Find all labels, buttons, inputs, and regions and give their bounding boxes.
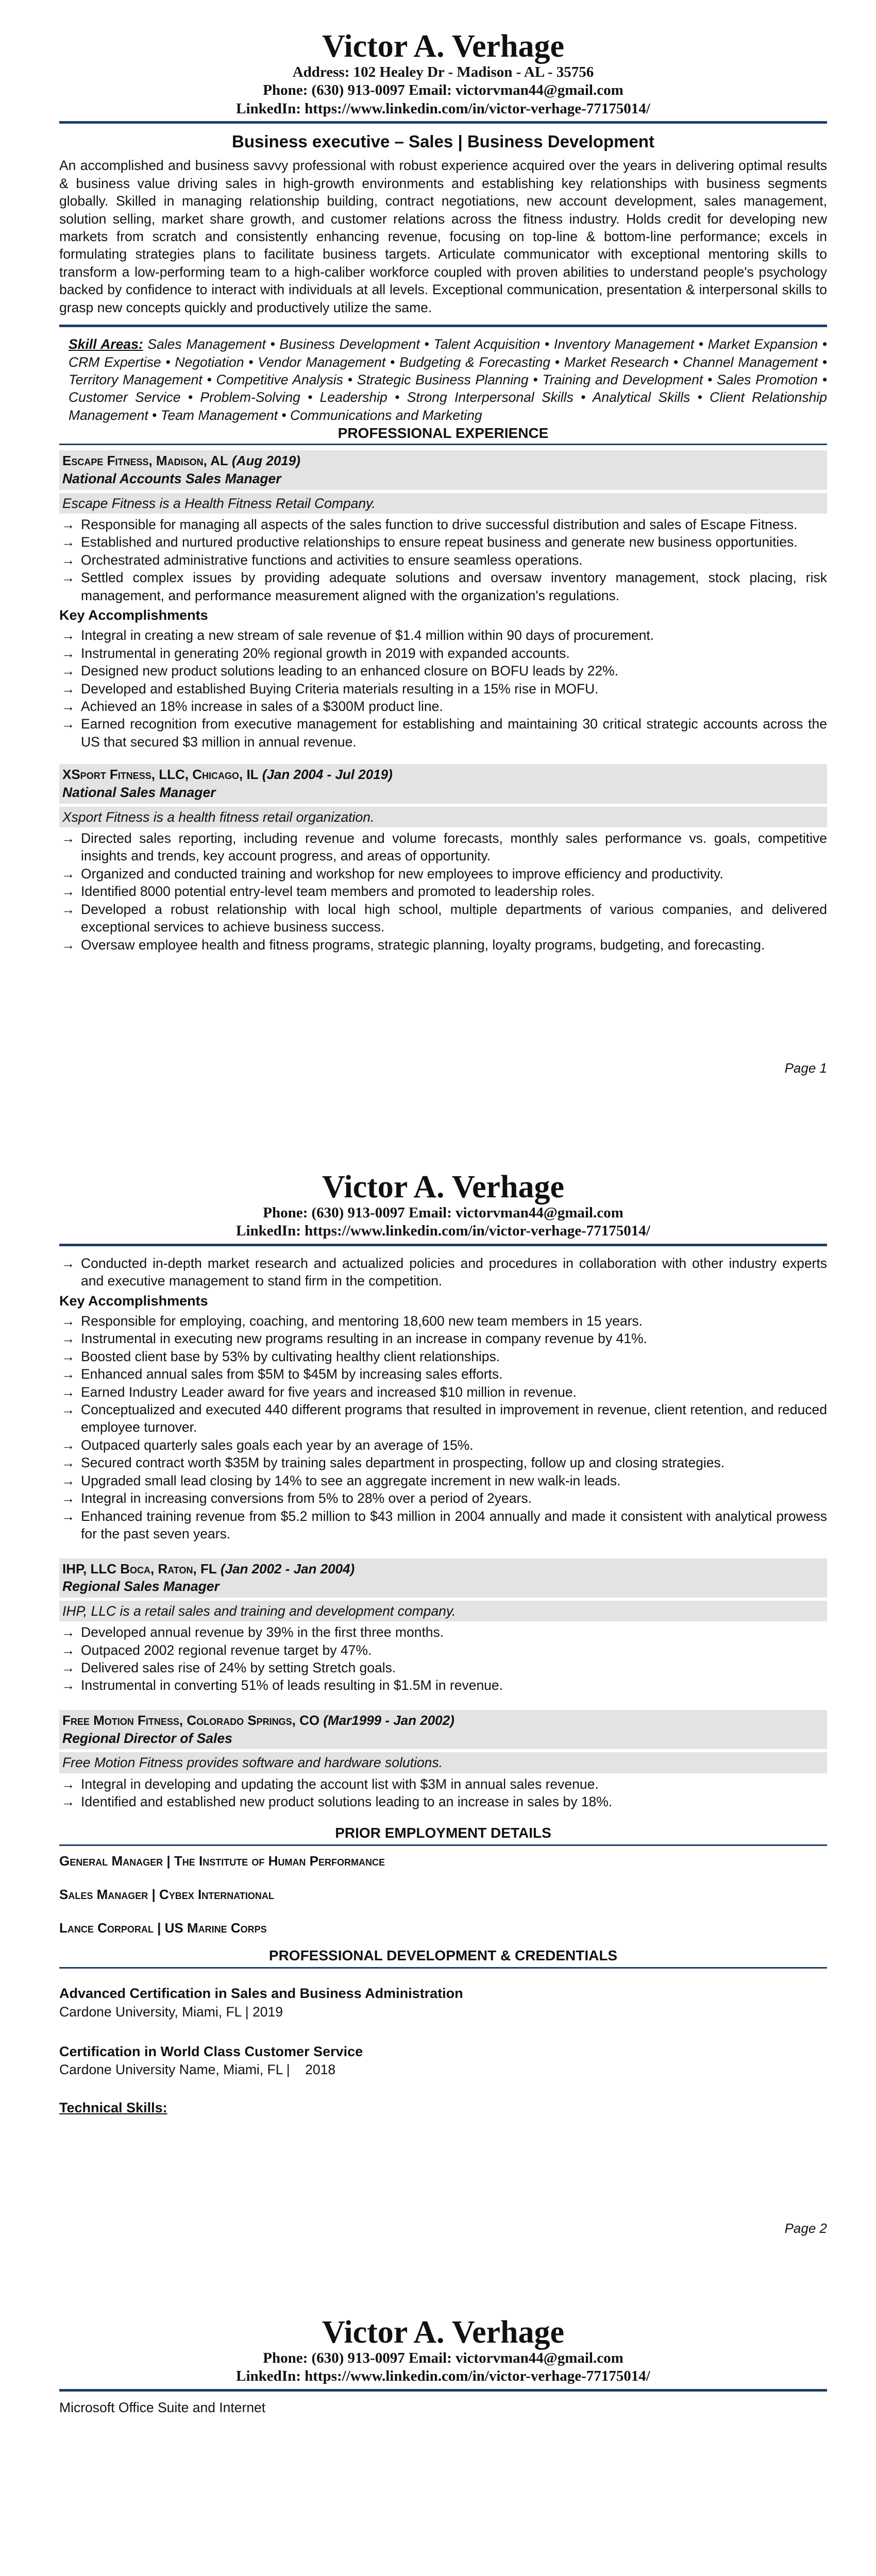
credential-detail: Cardone University Name, Miami, FL | 2018 [59,2062,336,2078]
arrow-icon: → [61,628,75,643]
company-name: IHP, LLC Boca, Raton, FL [62,1561,217,1577]
list-item: → Orchestrated administrative functions and activities to ensure seamless operations. [59,551,827,569]
list-item: → Oversaw employee health and fitness programs, strategic planning, loyalty programs, budgeting, and forecasting. [59,936,827,954]
header-divider [59,1244,827,1246]
job-header-ihp [59,1558,827,1598]
duties-list [59,829,827,954]
header-divider [59,121,827,124]
list-item: Sales Manager | Cybex International [59,1887,274,1903]
list-item: → Established and nurtured productive relationships to ensure repeat business and generate new business opportunities. [59,533,827,551]
section-title-prior-employment: PRIOR EMPLOYMENT DETAILS [335,1825,551,1841]
arrow-icon: → [61,1255,75,1271]
company-name: XSport Fitness, LLC, Chicago, IL [62,767,259,783]
address-line: Address: 102 Healey Dr - Madison - AL - 35756 [292,64,594,81]
arrow-icon: → [61,681,75,697]
section-divider [59,444,827,445]
arrow-icon: → [61,1490,75,1506]
skill-areas-label: Skill Areas: [69,336,143,352]
header-divider [59,2389,827,2392]
company-name: Escape Fitness, Madison, AL [62,453,228,469]
section-title-credentials: PROFESSIONAL DEVELOPMENT & CREDENTIALS [268,1947,618,1964]
candidate-name: Victor A. Verhage [322,2315,565,2350]
skill-areas-list: Sales Management • Business Development • Talent Acquisition • Inventory Management • Market Expansion • CRM Expertise • Negotiation • Vendor Management • Budgeting & Forecasting • Market Research • Channel Management • Territory Management • Competitive Analysis • Strategic Business Planning • Training and Development • Sales Promotion • Customer Service • Problem-Solving • Leadership • Strong Interpersonal Skills • Analytical Skills • Client Relationship Management • Team Management • Communications and Marketing [69,336,827,423]
credential-title: Certification in World Class Customer Service [59,2043,363,2059]
job-dates: (Jan 2002 - Jan 2004) [220,1561,355,1577]
arrow-icon: → [61,831,75,846]
contact-line: Phone: (630) 913-0097 Email: victorvman44@gmail.com [263,1205,624,1222]
arrow-icon: → [61,1455,75,1471]
company-description: IHP, LLC is a retail sales and training and development company. [59,1601,827,1621]
company-description: Free Motion Fitness provides software and hardware solutions. [59,1752,827,1773]
list-item: → Directed sales reporting, including revenue and volume forecasts, monthly sales performance vs. goals, competitive insights and trends, key account progress, and areas of opportunity. [61,831,827,864]
arrow-icon: → [61,1384,75,1400]
accomplishments-list [59,626,827,751]
candidate-name: Victor A. Verhage [322,29,565,64]
arrow-icon: → [61,884,75,900]
credential-detail: Cardone University, Miami, FL | 2019 [59,2004,283,2020]
list-item: → Enhanced annual sales from $5M to $45M by increasing sales efforts. [59,1365,827,1383]
list-item: → Developed a robust relationship with local high school, multiple departments of various companies, and delivered exceptional services to achieve business success. [61,901,827,935]
job-header-free-motion-fitness [59,1710,827,1749]
arrow-icon: → [61,937,75,953]
arrow-icon: → [61,1366,75,1382]
list-item: → Delivered sales rise of 24% by setting Stretch goals. [59,1659,827,1676]
arrow-icon: → [61,1624,75,1640]
duties-list [59,516,827,604]
list-item: → Responsible for employing, coaching, and mentoring 18,600 new team members in 15 years. [59,1312,827,1330]
list-item: General Manager | The Institute of Human Performance [59,1853,385,1869]
arrow-icon: → [61,1313,75,1329]
credentials-list [59,1984,827,2079]
company-description: Escape Fitness is a Health Fitness Retail Company. [59,493,827,514]
list-item: → Designed new product solutions leading to an enhanced closure on BOFU leads by 22%. [59,662,827,680]
arrow-icon: → [61,1402,75,1417]
page-1 [0,0,876,1133]
technical-skills-heading: Technical Skills: [59,2099,167,2115]
list-item: → Integral in developing and updating the account list with $3M in annual sales revenue. [59,1775,827,1793]
arrow-icon: → [61,517,75,533]
section-divider [59,1967,827,1969]
arrow-icon: → [61,552,75,568]
list-item: → Conducted in-depth market research and actualized policies and procedures in collaboration with other industry experts and executive management to stand firm in the competition. [61,1255,827,1289]
list-item: → Settled complex issues by providing adequate solutions and oversaw inventory management, stock placing, risk management, and performance measurement aligned with the organization's regulations. [61,570,827,603]
job-title: Regional Director of Sales [62,1730,232,1746]
arrow-icon: → [61,1437,75,1453]
list-item: → Achieved an 18% increase in sales of a $300M product line. [59,698,827,715]
list-item: → Outpaced quarterly sales goals each year by an average of 15%. [59,1436,827,1454]
list-item: → Secured contract worth $35M by training sales department in prospecting, follow up and closing strategies. [59,1454,827,1471]
list-item: → Enhanced training revenue from $5.2 million to $43 million in 2004 annually and made it consistent with analytical prowess for the past seven years. [61,1508,827,1542]
credential-title: Advanced Certification in Sales and Business Administration [59,1986,463,2002]
arrow-icon: → [61,663,75,679]
list-item: → Developed annual revenue by 39% in the first three months. [59,1623,827,1641]
technical-skills-value: Microsoft Office Suite and Internet [59,2399,266,2415]
list-item: → Upgraded small lead closing by 14% to see an aggregate increment in new walk-in leads. [59,1472,827,1489]
job-dates: (Aug 2019) [231,453,300,469]
list-item: → Outpaced 2002 regional revenue target by 47%. [59,1641,827,1659]
list-item: → Conceptualized and executed 440 different programs that resulted in improvement in revenue, client retention, and reduced employee turnover. [61,1402,827,1435]
list-item: → Identified and established new product solutions leading to an increase in sales by 18%. [59,1793,827,1810]
arrow-icon: → [61,1677,75,1693]
list-item: → Responsible for managing all aspects of the sales function to drive successful distribution and sales of Escape Fitness. [59,516,827,533]
company-name: Free Motion Fitness, Colorado Springs, CO [62,1712,320,1728]
arrow-icon: → [61,1794,75,1810]
list-item: → Organized and conducted training and workshop for new employees to improve efficiency and productivity. [59,865,827,883]
job-header-xsport-fitness [59,764,827,803]
list-item: → Developed and established Buying Criteria materials resulting in a 15% rise in MOFU. [59,680,827,698]
linkedin-link[interactable]: LinkedIn: https://www.linkedin.com/in/victor-verhage-77175014/ [236,2368,650,2385]
arrow-icon: → [61,1508,75,1524]
contact-line: Phone: (630) 913-0097 Email: victorvman44@gmail.com [263,2350,624,2367]
arrow-icon: → [61,1642,75,1658]
key-accomplishments-heading: Key Accomplishments [59,607,208,623]
candidate-name: Victor A. Verhage [322,1170,565,1205]
linkedin-link[interactable]: LinkedIn: https://www.linkedin.com/in/victor-verhage-77175014/ [236,1223,650,1240]
arrow-icon: → [61,1331,75,1347]
list-item: → Instrumental in executing new programs resulting in an increase in company revenue by 41%. [59,1330,827,1347]
duties-list [59,1775,827,1811]
job-title: National Sales Manager [62,785,216,801]
accomplishments-list [59,1312,827,1543]
page-number: Page 2 [784,2221,827,2236]
arrow-icon: → [61,1660,75,1676]
arrow-icon: → [61,699,75,715]
page-number: Page 1 [784,1060,827,1076]
prior-employment-list [59,1853,827,1936]
company-description: Xsport Fitness is a health fitness retail organization. [59,807,827,827]
arrow-icon: → [61,570,75,586]
arrow-icon: → [61,901,75,917]
summary-paragraph: An accomplished and business savvy professional with robust experience acquired over the years in delivering optimal results & business value driving sales in high-growth environments and establishing key relationships with business segments globally. Skilled in managing relationship building, contract negotiations, new account development, sales management, solution selling, market share growth, and customer relations across the fitness industry. Holds credit for developing new markets from scratch and consistently enhancing revenue, focusing on top-line & bottom-line performance; excels in formulating strategies plans to facilitate business targets. Articulate communicator with exceptional mentoring skills to transform a low-performing team to a high-caliber workforce coupled with proven abilities to understand people's psychology backed by confidence to interact with individuals at all levels. Exceptional communication, presentation & interpersonal skills to grasp new concepts quickly and productively utilize the same. [59,158,827,315]
section-divider [59,1844,827,1846]
job-header-escape-fitness [59,450,827,489]
skill-areas [69,335,827,424]
arrow-icon: → [61,1348,75,1364]
list-item: → Integral in creating a new stream of sale revenue of $1.4 million within 90 days of procurement. [59,626,827,644]
job-title: Regional Sales Manager [62,1579,220,1595]
arrow-icon: → [61,534,75,550]
list-item: → Integral in increasing conversions from 5% to 28% over a period of 2years. [59,1489,827,1507]
page-3 [0,2267,876,2576]
list-item: Lance Corporal | US Marine Corps [59,1920,267,1936]
section-title-experience: PROFESSIONAL EXPERIENCE [338,425,549,442]
list-item: → Instrumental in converting 51% of leads resulting in $1.5M in revenue. [59,1676,827,1694]
headline: Business executive – Sales | Business Development [232,132,654,151]
contact-line: Phone: (630) 913-0097 Email: victorvman44@gmail.com [263,82,624,99]
duties-list [59,1623,827,1694]
duties-list-continued [59,1255,827,1290]
list-item: → Boosted client base by 53% by cultivating healthy client relationships. [59,1348,827,1365]
page-2 [0,1133,876,2267]
page-1-content [59,30,827,954]
arrow-icon: → [61,716,75,732]
list-item: → Earned Industry Leader award for five years and increased $10 million in revenue. [59,1383,827,1401]
linkedin-link[interactable]: LinkedIn: https://www.linkedin.com/in/victor-verhage-77175014/ [236,100,650,117]
page-2-content [59,1171,827,2116]
arrow-icon: → [61,645,75,661]
list-item: → Earned recognition from executive management for establishing and maintaining 30 critical strategic accounts across the US that secured $3 million in annual revenue. [61,716,827,750]
arrow-icon: → [61,866,75,882]
key-accomplishments-heading: Key Accomplishments [59,1293,208,1309]
list-item: → Instrumental in generating 20% regional growth in 2019 with expanded accounts. [59,645,827,662]
job-title: National Accounts Sales Manager [62,471,281,487]
job-dates: (Mar1999 - Jan 2002) [323,1712,454,1728]
summary-divider [59,325,827,327]
arrow-icon: → [61,1776,75,1792]
arrow-icon: → [61,1472,75,1488]
list-item: → Identified 8000 potential entry-level team members and promoted to leadership roles. [59,883,827,900]
job-dates: (Jan 2004 - Jul 2019) [262,767,393,783]
page-3-content [59,2316,827,2416]
